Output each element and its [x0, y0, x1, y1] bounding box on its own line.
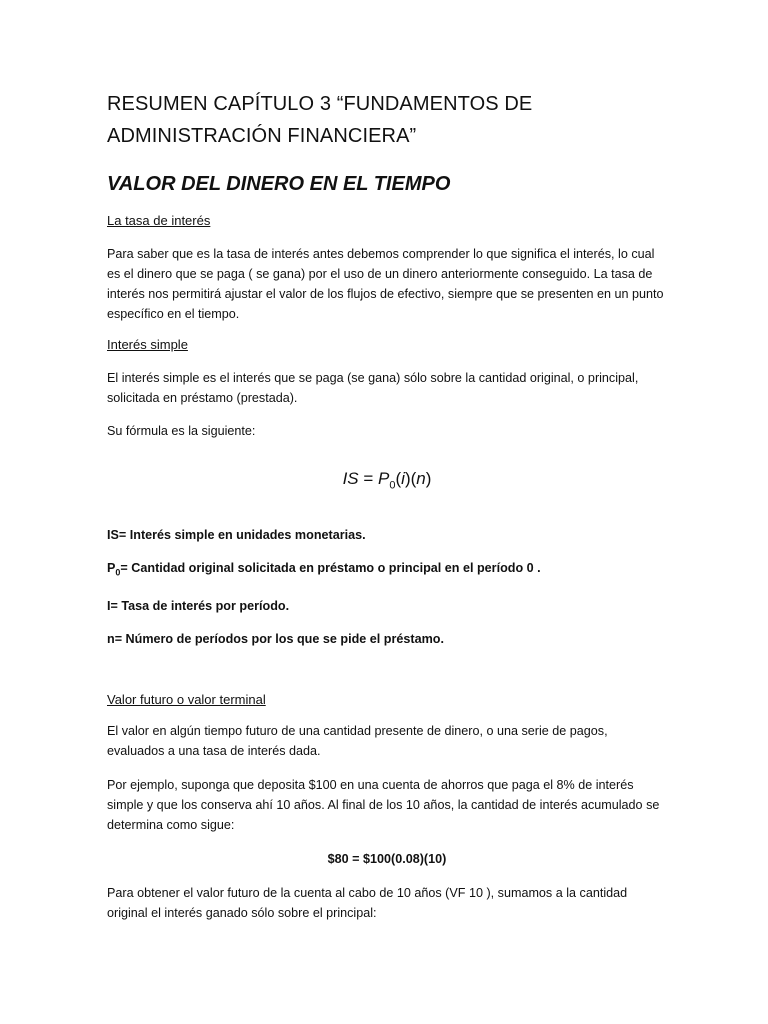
paragraph-valor-futuro-definition: El valor en algún tiempo futuro de una cantidad presente de dinero, o una serie de pagos, evaluados a una tasa de interés dada.	[107, 723, 608, 758]
paragraph-tasa-interes: Para saber que es la tasa de interés antes debemos comprender lo que significa el interés, lo cual es el dinero que se paga ( se gana) por el uso de un dinero anteriormente conseguido. La tasa de interés nos permitirá ajustar el valor de los flujos de efectivo, siempre que se presenten en un punto específico en el tiempo.	[107, 247, 664, 321]
title-line-1: RESUMEN CAPÍTULO 3 “FUNDAMENTOS DE	[107, 93, 533, 115]
formula-principal-subscript: 0	[389, 479, 396, 492]
formula-intro: Su fórmula es la siguiente:	[107, 424, 256, 438]
paragraph-interes-simple: El interés simple es el interés que se paga (se gana) sólo sobre la cantidad original, o principal, solicitada en préstamo (prestada).	[107, 371, 639, 405]
section-heading-tasa-interes: La tasa de interés	[107, 213, 211, 228]
interest-formula: IS = $P_0(i)(n)$	[342, 469, 432, 492]
definition-i: I= Tasa de interés por período.	[107, 598, 290, 613]
example-calculation: $80 = $100(0.08)(10)	[327, 851, 447, 866]
document-title	[107, 88, 667, 152]
paragraph-valor-futuro-example: Por ejemplo, suponga que deposita $100 en una cuenta de ahorros que paga el 8% de interés simple y que los conserva ahí 10 años. Al final de los 10 años, la cantidad de interés acumulado se determina como sigue:	[107, 777, 660, 832]
document-subtitle: VALOR DEL DINERO EN EL TIEMPO	[107, 173, 451, 195]
definition-n: n= Número de períodos por los que se pide el préstamo.	[107, 631, 444, 646]
definition-p0-prefix: P	[107, 561, 116, 576]
formula-periods: n	[416, 469, 426, 488]
formula-lhs: IS	[342, 469, 359, 488]
definition-is: IS= Interés simple en unidades monetarias.	[107, 528, 366, 543]
section-heading-interes-simple: Interés simple	[107, 337, 188, 352]
definition-p0-text: = Cantidad original solicitada en préstamo o principal en el período 0 .	[120, 561, 541, 576]
document-page	[107, 88, 667, 923]
formula-equals: =	[358, 469, 379, 488]
formula-rate: i	[401, 469, 405, 488]
paragraph-valor-futuro-sum: Para obtener el valor futuro de la cuenta al cabo de 10 años (VF 10 ), sumamos a la cantidad original el interés ganado sólo sobre el principal:	[107, 885, 628, 920]
definition-p0	[107, 558, 667, 583]
formula-principal: P	[378, 469, 390, 488]
section-heading-valor-futuro: Valor futuro o valor terminal	[107, 691, 266, 707]
definition-p0-subscript: 0	[115, 567, 121, 578]
title-line-2: ADMINISTRACIÓN FINANCIERA”	[107, 125, 417, 147]
